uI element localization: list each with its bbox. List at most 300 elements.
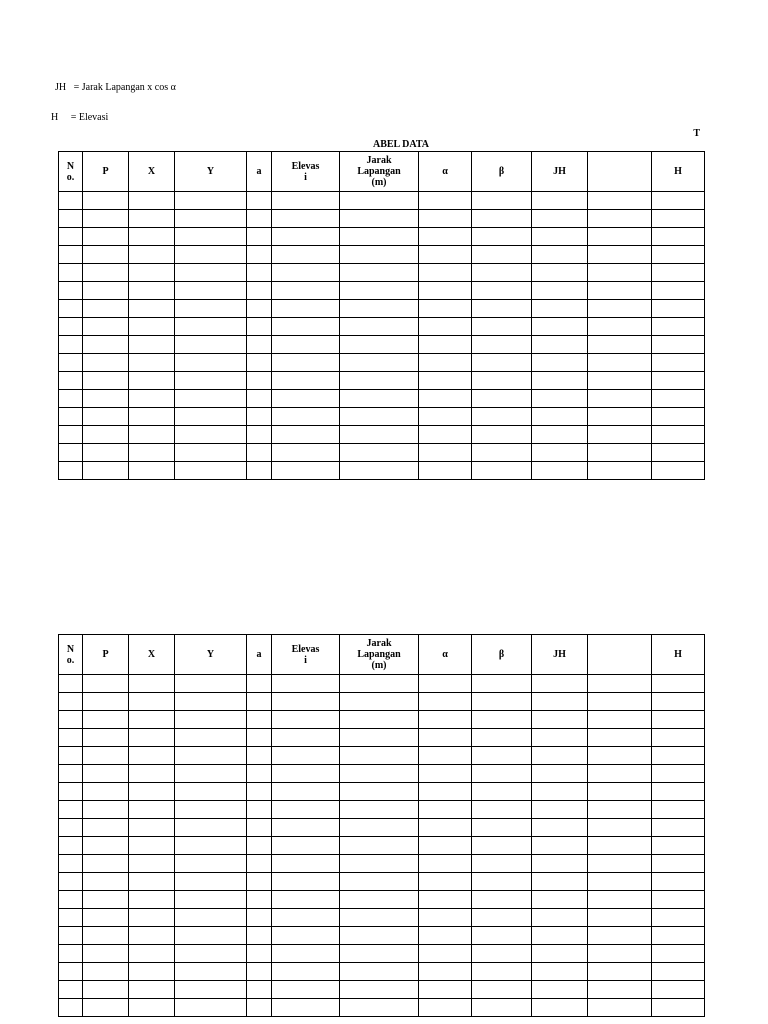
table-cell[interactable]	[532, 354, 588, 372]
table-cell[interactable]	[419, 675, 472, 693]
table-cell[interactable]	[588, 372, 652, 390]
table-cell[interactable]	[588, 999, 652, 1017]
table-cell[interactable]	[129, 390, 175, 408]
table-cell[interactable]	[340, 372, 419, 390]
table-cell[interactable]	[59, 945, 83, 963]
table-cell[interactable]	[175, 372, 247, 390]
table-cell[interactable]	[419, 228, 472, 246]
table-cell[interactable]	[272, 228, 340, 246]
table-cell[interactable]	[532, 210, 588, 228]
table-cell[interactable]	[472, 210, 532, 228]
table-cell[interactable]	[59, 891, 83, 909]
table-cell[interactable]	[652, 246, 705, 264]
table-cell[interactable]	[588, 927, 652, 945]
table-cell[interactable]	[59, 801, 83, 819]
table-cell[interactable]	[652, 675, 705, 693]
table-cell[interactable]	[83, 945, 129, 963]
table-cell[interactable]	[247, 444, 272, 462]
table-cell[interactable]	[175, 801, 247, 819]
table-cell[interactable]	[340, 873, 419, 891]
table-cell[interactable]	[129, 765, 175, 783]
table-cell[interactable]	[472, 444, 532, 462]
table-cell[interactable]	[59, 462, 83, 480]
table-cell[interactable]	[247, 963, 272, 981]
table-cell[interactable]	[588, 873, 652, 891]
table-cell[interactable]	[59, 981, 83, 999]
table-cell[interactable]	[532, 300, 588, 318]
table-cell[interactable]	[175, 765, 247, 783]
table-cell[interactable]	[83, 963, 129, 981]
table-cell[interactable]	[652, 873, 705, 891]
table-cell[interactable]	[532, 444, 588, 462]
table-cell[interactable]	[272, 909, 340, 927]
table-cell[interactable]	[588, 891, 652, 909]
table-cell[interactable]	[247, 675, 272, 693]
table-cell[interactable]	[59, 927, 83, 945]
table-cell[interactable]	[272, 354, 340, 372]
table-cell[interactable]	[83, 837, 129, 855]
table-cell[interactable]	[129, 354, 175, 372]
table-cell[interactable]	[129, 891, 175, 909]
table-cell[interactable]	[532, 408, 588, 426]
table-cell[interactable]	[340, 336, 419, 354]
table-cell[interactable]	[59, 228, 83, 246]
table-cell[interactable]	[175, 264, 247, 282]
table-cell[interactable]	[129, 693, 175, 711]
table-cell[interactable]	[472, 372, 532, 390]
table-cell[interactable]	[129, 711, 175, 729]
table-cell[interactable]	[175, 675, 247, 693]
table-cell[interactable]	[247, 981, 272, 999]
table-cell[interactable]	[472, 711, 532, 729]
table-cell[interactable]	[59, 426, 83, 444]
table-cell[interactable]	[340, 264, 419, 282]
table-cell[interactable]	[419, 963, 472, 981]
table-cell[interactable]	[419, 909, 472, 927]
table-cell[interactable]	[175, 354, 247, 372]
table-cell[interactable]	[340, 783, 419, 801]
table-cell[interactable]	[129, 927, 175, 945]
table-cell[interactable]	[588, 981, 652, 999]
table-cell[interactable]	[472, 837, 532, 855]
table-cell[interactable]	[59, 336, 83, 354]
table-cell[interactable]	[652, 999, 705, 1017]
table-cell[interactable]	[472, 801, 532, 819]
table-cell[interactable]	[532, 945, 588, 963]
table-cell[interactable]	[340, 408, 419, 426]
table-cell[interactable]	[419, 318, 472, 336]
table-cell[interactable]	[588, 192, 652, 210]
table-cell[interactable]	[472, 981, 532, 999]
table-cell[interactable]	[472, 765, 532, 783]
table-cell[interactable]	[472, 927, 532, 945]
table-cell[interactable]	[340, 963, 419, 981]
table-cell[interactable]	[175, 444, 247, 462]
table-cell[interactable]	[83, 264, 129, 282]
table-cell[interactable]	[272, 873, 340, 891]
table-cell[interactable]	[419, 999, 472, 1017]
table-cell[interactable]	[340, 675, 419, 693]
table-cell[interactable]	[83, 981, 129, 999]
table-cell[interactable]	[272, 927, 340, 945]
table-cell[interactable]	[652, 945, 705, 963]
table-cell[interactable]	[588, 837, 652, 855]
table-cell[interactable]	[472, 873, 532, 891]
table-cell[interactable]	[532, 873, 588, 891]
table-cell[interactable]	[175, 318, 247, 336]
table-cell[interactable]	[247, 765, 272, 783]
table-cell[interactable]	[175, 783, 247, 801]
table-cell[interactable]	[247, 372, 272, 390]
table-cell[interactable]	[247, 837, 272, 855]
table-cell[interactable]	[175, 426, 247, 444]
table-cell[interactable]	[588, 246, 652, 264]
table-cell[interactable]	[472, 783, 532, 801]
table-cell[interactable]	[59, 408, 83, 426]
table-cell[interactable]	[532, 264, 588, 282]
table-cell[interactable]	[472, 999, 532, 1017]
table-cell[interactable]	[175, 408, 247, 426]
table-cell[interactable]	[532, 192, 588, 210]
table-cell[interactable]	[247, 747, 272, 765]
table-cell[interactable]	[272, 390, 340, 408]
table-cell[interactable]	[175, 336, 247, 354]
table-cell[interactable]	[247, 873, 272, 891]
table-cell[interactable]	[472, 945, 532, 963]
table-cell[interactable]	[340, 801, 419, 819]
table-cell[interactable]	[129, 747, 175, 765]
table-cell[interactable]	[652, 282, 705, 300]
table-cell[interactable]	[59, 675, 83, 693]
table-cell[interactable]	[588, 801, 652, 819]
table-cell[interactable]	[340, 927, 419, 945]
table-cell[interactable]	[472, 192, 532, 210]
table-cell[interactable]	[340, 891, 419, 909]
table-cell[interactable]	[83, 300, 129, 318]
table-cell[interactable]	[419, 747, 472, 765]
table-cell[interactable]	[652, 783, 705, 801]
table-cell[interactable]	[588, 855, 652, 873]
table-cell[interactable]	[175, 711, 247, 729]
table-cell[interactable]	[472, 729, 532, 747]
table-cell[interactable]	[419, 390, 472, 408]
table-cell[interactable]	[247, 300, 272, 318]
table-cell[interactable]	[340, 765, 419, 783]
table-cell[interactable]	[272, 246, 340, 264]
table-cell[interactable]	[652, 426, 705, 444]
table-cell[interactable]	[83, 282, 129, 300]
table-cell[interactable]	[83, 819, 129, 837]
table-cell[interactable]	[272, 408, 340, 426]
table-cell[interactable]	[340, 210, 419, 228]
table-cell[interactable]	[59, 192, 83, 210]
table-cell[interactable]	[59, 783, 83, 801]
table-cell[interactable]	[129, 426, 175, 444]
table-cell[interactable]	[247, 927, 272, 945]
table-cell[interactable]	[83, 873, 129, 891]
table-cell[interactable]	[340, 711, 419, 729]
table-cell[interactable]	[588, 210, 652, 228]
table-cell[interactable]	[419, 426, 472, 444]
table-cell[interactable]	[472, 693, 532, 711]
table-cell[interactable]	[83, 909, 129, 927]
table-cell[interactable]	[419, 444, 472, 462]
table-cell[interactable]	[532, 999, 588, 1017]
table-cell[interactable]	[272, 675, 340, 693]
table-cell[interactable]	[272, 837, 340, 855]
table-cell[interactable]	[247, 891, 272, 909]
table-cell[interactable]	[419, 408, 472, 426]
table-cell[interactable]	[588, 444, 652, 462]
table-cell[interactable]	[175, 729, 247, 747]
table-cell[interactable]	[59, 909, 83, 927]
table-cell[interactable]	[588, 264, 652, 282]
table-cell[interactable]	[419, 462, 472, 480]
table-cell[interactable]	[83, 747, 129, 765]
table-cell[interactable]	[83, 210, 129, 228]
table-cell[interactable]	[247, 390, 272, 408]
table-cell[interactable]	[588, 426, 652, 444]
table-cell[interactable]	[652, 729, 705, 747]
table-cell[interactable]	[588, 963, 652, 981]
table-cell[interactable]	[247, 228, 272, 246]
table-cell[interactable]	[129, 999, 175, 1017]
table-cell[interactable]	[175, 462, 247, 480]
table-cell[interactable]	[652, 444, 705, 462]
table-cell[interactable]	[247, 336, 272, 354]
table-cell[interactable]	[532, 837, 588, 855]
table-cell[interactable]	[588, 819, 652, 837]
table-cell[interactable]	[129, 837, 175, 855]
table-cell[interactable]	[59, 999, 83, 1017]
table-cell[interactable]	[129, 675, 175, 693]
table-cell[interactable]	[419, 264, 472, 282]
table-cell[interactable]	[419, 729, 472, 747]
table-cell[interactable]	[247, 945, 272, 963]
table-cell[interactable]	[472, 336, 532, 354]
table-cell[interactable]	[272, 192, 340, 210]
table-cell[interactable]	[247, 246, 272, 264]
table-cell[interactable]	[175, 999, 247, 1017]
table-cell[interactable]	[247, 801, 272, 819]
table-cell[interactable]	[340, 318, 419, 336]
table-cell[interactable]	[652, 909, 705, 927]
table-cell[interactable]	[175, 963, 247, 981]
table-cell[interactable]	[175, 927, 247, 945]
table-cell[interactable]	[340, 693, 419, 711]
table-cell[interactable]	[532, 927, 588, 945]
table-cell[interactable]	[247, 693, 272, 711]
table-cell[interactable]	[83, 372, 129, 390]
table-cell[interactable]	[472, 675, 532, 693]
table-cell[interactable]	[419, 282, 472, 300]
table-cell[interactable]	[340, 354, 419, 372]
table-cell[interactable]	[83, 765, 129, 783]
table-cell[interactable]	[175, 390, 247, 408]
table-cell[interactable]	[588, 945, 652, 963]
table-cell[interactable]	[419, 765, 472, 783]
table-cell[interactable]	[83, 999, 129, 1017]
table-cell[interactable]	[652, 336, 705, 354]
table-cell[interactable]	[272, 747, 340, 765]
table-cell[interactable]	[59, 282, 83, 300]
table-cell[interactable]	[272, 372, 340, 390]
table-cell[interactable]	[247, 711, 272, 729]
table-cell[interactable]	[532, 855, 588, 873]
table-cell[interactable]	[175, 210, 247, 228]
table-cell[interactable]	[272, 462, 340, 480]
table-cell[interactable]	[652, 408, 705, 426]
table-cell[interactable]	[652, 747, 705, 765]
table-cell[interactable]	[129, 855, 175, 873]
table-cell[interactable]	[83, 891, 129, 909]
table-cell[interactable]	[532, 801, 588, 819]
table-cell[interactable]	[472, 246, 532, 264]
table-cell[interactable]	[340, 444, 419, 462]
table-cell[interactable]	[272, 765, 340, 783]
table-cell[interactable]	[652, 891, 705, 909]
table-cell[interactable]	[129, 210, 175, 228]
table-cell[interactable]	[652, 855, 705, 873]
table-cell[interactable]	[175, 837, 247, 855]
table-cell[interactable]	[83, 390, 129, 408]
table-cell[interactable]	[340, 282, 419, 300]
table-cell[interactable]	[588, 711, 652, 729]
table-cell[interactable]	[272, 945, 340, 963]
table-cell[interactable]	[175, 909, 247, 927]
table-cell[interactable]	[83, 729, 129, 747]
table-cell[interactable]	[129, 963, 175, 981]
table-cell[interactable]	[419, 246, 472, 264]
table-cell[interactable]	[340, 192, 419, 210]
table-cell[interactable]	[59, 264, 83, 282]
table-cell[interactable]	[272, 891, 340, 909]
table-cell[interactable]	[83, 855, 129, 873]
table-cell[interactable]	[472, 462, 532, 480]
table-cell[interactable]	[272, 819, 340, 837]
table-cell[interactable]	[59, 318, 83, 336]
table-cell[interactable]	[419, 192, 472, 210]
table-cell[interactable]	[340, 909, 419, 927]
table-cell[interactable]	[652, 318, 705, 336]
table-cell[interactable]	[129, 192, 175, 210]
table-cell[interactable]	[83, 801, 129, 819]
table-cell[interactable]	[472, 891, 532, 909]
table-cell[interactable]	[652, 981, 705, 999]
table-cell[interactable]	[175, 945, 247, 963]
table-cell[interactable]	[652, 819, 705, 837]
table-cell[interactable]	[532, 891, 588, 909]
table-cell[interactable]	[652, 372, 705, 390]
table-cell[interactable]	[588, 765, 652, 783]
table-cell[interactable]	[472, 300, 532, 318]
table-cell[interactable]	[340, 855, 419, 873]
table-cell[interactable]	[175, 282, 247, 300]
table-cell[interactable]	[472, 408, 532, 426]
table-cell[interactable]	[472, 228, 532, 246]
table-cell[interactable]	[272, 426, 340, 444]
table-cell[interactable]	[340, 819, 419, 837]
table-cell[interactable]	[247, 354, 272, 372]
table-cell[interactable]	[59, 210, 83, 228]
table-cell[interactable]	[272, 999, 340, 1017]
table-cell[interactable]	[83, 675, 129, 693]
table-cell[interactable]	[129, 318, 175, 336]
table-cell[interactable]	[272, 282, 340, 300]
table-cell[interactable]	[652, 693, 705, 711]
table-cell[interactable]	[472, 282, 532, 300]
table-cell[interactable]	[59, 873, 83, 891]
table-cell[interactable]	[472, 909, 532, 927]
table-cell[interactable]	[588, 909, 652, 927]
table-cell[interactable]	[419, 336, 472, 354]
table-cell[interactable]	[59, 729, 83, 747]
table-cell[interactable]	[175, 981, 247, 999]
table-cell[interactable]	[272, 711, 340, 729]
table-cell[interactable]	[272, 801, 340, 819]
table-cell[interactable]	[129, 282, 175, 300]
table-cell[interactable]	[175, 873, 247, 891]
table-cell[interactable]	[419, 354, 472, 372]
table-cell[interactable]	[129, 372, 175, 390]
table-cell[interactable]	[129, 228, 175, 246]
table-cell[interactable]	[83, 408, 129, 426]
table-cell[interactable]	[532, 282, 588, 300]
table-cell[interactable]	[247, 783, 272, 801]
table-cell[interactable]	[59, 711, 83, 729]
table-cell[interactable]	[59, 837, 83, 855]
table-cell[interactable]	[340, 390, 419, 408]
table-cell[interactable]	[652, 354, 705, 372]
table-cell[interactable]	[83, 246, 129, 264]
table-cell[interactable]	[129, 981, 175, 999]
table-cell[interactable]	[652, 300, 705, 318]
table-cell[interactable]	[59, 354, 83, 372]
table-cell[interactable]	[532, 765, 588, 783]
table-cell[interactable]	[247, 318, 272, 336]
table-cell[interactable]	[59, 444, 83, 462]
table-cell[interactable]	[59, 747, 83, 765]
table-cell[interactable]	[129, 801, 175, 819]
table-cell[interactable]	[532, 909, 588, 927]
table-cell[interactable]	[340, 246, 419, 264]
table-cell[interactable]	[272, 336, 340, 354]
table-cell[interactable]	[532, 426, 588, 444]
table-cell[interactable]	[59, 963, 83, 981]
table-cell[interactable]	[175, 855, 247, 873]
table-cell[interactable]	[340, 837, 419, 855]
table-cell[interactable]	[247, 462, 272, 480]
table-cell[interactable]	[247, 282, 272, 300]
table-cell[interactable]	[129, 729, 175, 747]
table-cell[interactable]	[83, 927, 129, 945]
table-cell[interactable]	[472, 819, 532, 837]
table-cell[interactable]	[59, 300, 83, 318]
table-cell[interactable]	[340, 729, 419, 747]
table-cell[interactable]	[532, 819, 588, 837]
table-cell[interactable]	[59, 693, 83, 711]
table-cell[interactable]	[419, 300, 472, 318]
table-cell[interactable]	[129, 945, 175, 963]
table-cell[interactable]	[419, 981, 472, 999]
table-cell[interactable]	[532, 747, 588, 765]
table-cell[interactable]	[419, 819, 472, 837]
table-cell[interactable]	[175, 819, 247, 837]
table-cell[interactable]	[83, 192, 129, 210]
table-cell[interactable]	[83, 711, 129, 729]
table-cell[interactable]	[272, 855, 340, 873]
table-cell[interactable]	[247, 909, 272, 927]
